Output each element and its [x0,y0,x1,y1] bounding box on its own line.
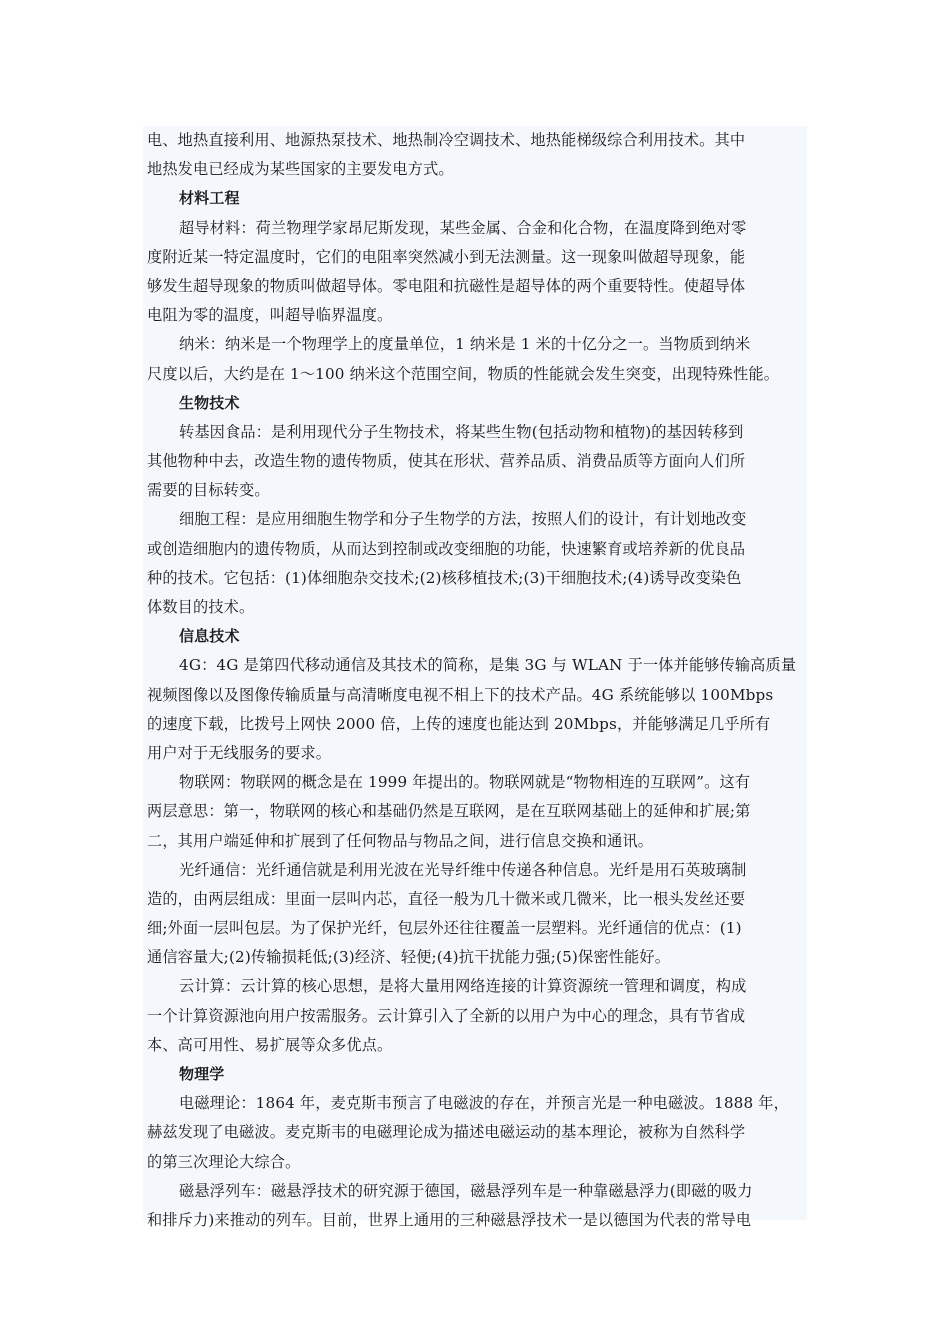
text-line: 的第三次理论大综合。 [147,1152,301,1171]
text-line: 和排斥力)来推动的列车。目前，世界上通用的三种磁悬浮技术一是以德国为代表的常导电 [147,1210,752,1229]
text-line: 细胞工程：是应用细胞生物学和分子生物学的方法，按照人们的设计，有计划地改变 [179,510,747,529]
text-line: 超导材料：荷兰物理学家昂尼斯发现，某些金属、合金和化合物，在温度降到绝对零 [179,218,747,237]
text-line: 4G：4G 是第四代移动通信及其技术的简称，是集 3G 与 WLAN 于一体并能够传输高质量 [179,656,797,675]
article-body [143,126,807,1229]
text-line: 地热发电已经成为某些国家的主要发电方式。 [147,160,454,179]
text-line: 电、地热直接利用、地源热泵技术、地热制冷空调技术、地热能梯级综合利用技术。其中 [147,131,746,149]
text-line: 电阻为零的温度，叫超导临界温度。 [147,306,393,325]
text-line: 用户对于无线服务的要求。 [147,743,332,762]
section-heading: 材料工程 [179,189,240,208]
text-line: 的速度下载，比拨号上网快 2000 倍，上传的速度也能达到 20Mbps，并能够满足几乎所有 [147,714,771,733]
section-heading: 信息技术 [179,627,240,646]
text-line: 视频图像以及图像传输质量与高清晰度电视不相上下的技术产品。4G 系统能够以 100Mbps [147,685,774,704]
text-line: 两层意思：第一，物联网的核心和基础仍然是互联网，是在互联网基础上的延伸和扩展;第 [147,802,751,821]
text-line: 云计算：云计算的核心思想，是将大量用网络连接的计算资源统一管理和调度，构成 [179,977,747,996]
text-line: 体数目的技术。 [147,598,255,616]
text-line: 造的，由两层组成：里面一层叫内芯，直径一般为几十微米或几微米，比一根头发丝还要 [147,889,746,908]
text-line: 其他物种中去，改造生物的遗传物质，使其在形状、营养品质、消费品质等方面向人们所 [147,452,746,471]
text-line: 够发生超导现象的物质叫做超导体。零电阻和抗磁性是超导体的两个重要特性。使超导体 [147,276,746,295]
text-line: 度附近某一特定温度时，它们的电阻率突然减小到无法测量。这一现象叫做超导现象，能 [147,247,746,266]
text-line: 电磁理论：1864 年，麦克斯韦预言了电磁波的存在，并预言光是一种电磁波。1888 年， [179,1094,789,1113]
text-line: 种的技术。它包括：(1)体细胞杂交技术;(2)核移植技术;(3)干细胞技术;(4)诱导改变染色 [147,568,742,587]
text-line: 赫兹发现了电磁波。麦克斯韦的电磁理论成为描述电磁运动的基本理论，被称为自然科学 [147,1123,746,1142]
section-heading: 物理学 [179,1065,225,1083]
text-line: 光纤通信：光纤通信就是利用光波在光导纤维中传递各种信息。光纤是用石英玻璃制 [179,860,747,879]
section-heading: 生物技术 [179,393,240,412]
text-line: 通信容量大;(2)传输损耗低;(3)经济、轻便;(4)抗干扰能力强;(5)保密性能好。 [147,948,671,967]
text-line: 转基因食品：是利用现代分子生物技术，将某些生物(包括动物和植物)的基因转移到 [179,422,744,441]
text-line: 或创造细胞内的遗传物质，从而达到控制或改变细胞的功能，快速繁育或培养新的优良品 [147,539,746,558]
text-line: 二，其用户端延伸和扩展到了任何物品与物品之间，进行信息交换和通讯。 [147,831,654,850]
text-line: 一个计算资源池向用户按需服务。云计算引入了全新的以用户为中心的理念，具有节省成 [147,1006,746,1025]
text-line: 磁悬浮列车：磁悬浮技术的研究源于德国，磁悬浮列车是一种靠磁悬浮力(即磁的吸力 [179,1181,753,1200]
text-line: 尺度以后，大约是在 1～100 纳米这个范围空间，物质的性能就会发生突变，出现特殊性能。 [147,364,780,383]
text-line: 物联网：物联网的概念是在 1999 年提出的。物联网就是“物物相连的互联网”。这有 [179,773,751,792]
text-line: 细;外面一层叫包层。为了保护光纤，包层外还往往覆盖一层塑料。光纤通信的优点：(1) [147,919,742,938]
text-line: 本、高可用性、易扩展等众多优点。 [147,1035,393,1054]
text-line: 纳米：纳米是一个物理学上的度量单位，1 纳米是 1 米的十亿分之一。当物质到纳米 [179,335,751,354]
text-line: 需要的目标转变。 [147,481,270,500]
